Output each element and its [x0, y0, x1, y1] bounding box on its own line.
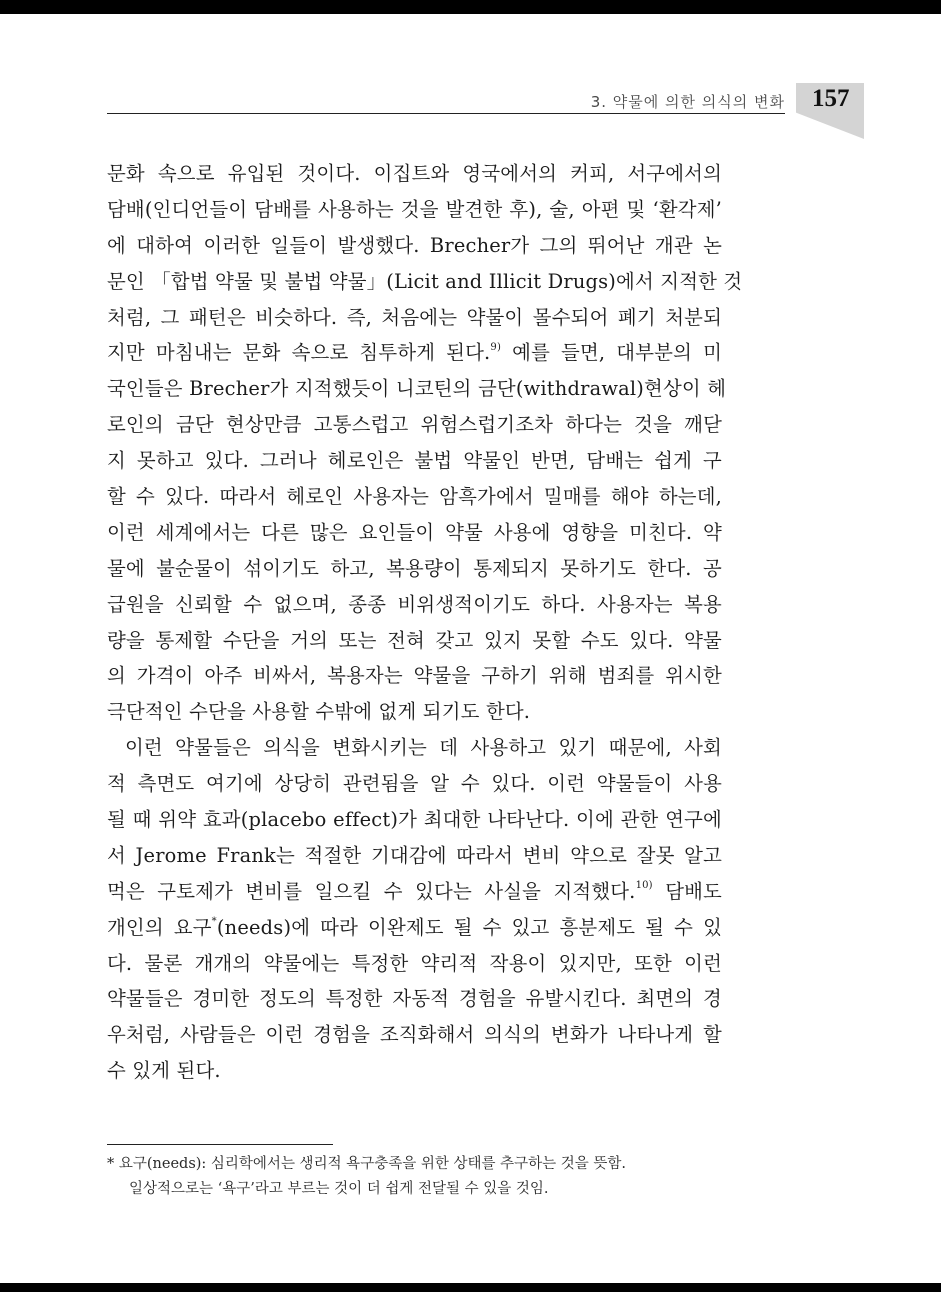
text-span: 예를 들면, 대부분의 미: [501, 341, 723, 365]
text-line: 의 가격이 아주 비싸서, 복용자는 약물을 구하기 위해 범죄를 위시한: [107, 664, 722, 688]
text-line: [107, 874, 722, 910]
text-line: 급원을 신뢰할 수 없으며, 종종 비위생적이기도 하다. 사용자는 복용: [107, 592, 722, 616]
text-span: 지만 마침내는 문화 속으로 침투하게 된다.: [107, 341, 491, 365]
bottom-border-bar: [0, 1283, 941, 1292]
page-number: 157: [812, 85, 850, 112]
text-line: 물에 불순물이 섞이기도 하고, 복용량이 통제되지 못하기도 한다. 공: [107, 556, 722, 580]
text-line: 다. 물론 개개의 약물에는 특정한 약리적 작용이 있지만, 또한 이런: [107, 951, 722, 975]
text-line: 극단적인 수단을 사용할 수밖에 없게 되기도 한다.: [107, 700, 531, 724]
text-line: 문인 「합법 약물 및 불법 약물」(Licit and Illicit Drugs)에서 지적한 것: [107, 269, 743, 293]
body-text: [107, 156, 743, 1089]
paragraph-first-line: 이런 약물들은 의식을 변화시키는 데 사용하고 있기 때문에, 사회: [125, 736, 722, 760]
text-span: 담배도: [652, 879, 722, 903]
footnote-rule: [107, 1144, 333, 1145]
text-line: 처럼, 그 패턴은 비슷하다. 즉, 처음에는 약물이 몰수되어 폐기 처분되: [107, 305, 722, 329]
text-line: 담배(인디언들이 담배를 사용하는 것을 발견한 후), 술, 아편 및 ‘환각제’: [107, 197, 722, 221]
text-line: 할 수 있다. 따라서 헤로인 사용자는 암흑가에서 밀매를 해야 하는데,: [107, 485, 722, 509]
text-line: 국인들은 Brecher가 지적했듯이 니코틴의 금단(withdrawal)현상이 헤: [107, 377, 727, 401]
text-span: 개인의 요구: [107, 915, 212, 939]
footnote-reference-10: 10): [635, 880, 653, 892]
footnote-line: * 요구(needs): 심리학에서는 생리적 욕구충족을 위한 상태를 추구하는 것을 뜻함.: [107, 1156, 626, 1172]
text-line: 수 있게 된다.: [107, 1059, 221, 1083]
header-rule: [107, 113, 785, 114]
text-line: 량을 통제할 수단을 거의 또는 전혀 갖고 있지 못할 수도 있다. 약물: [107, 628, 722, 652]
text-line: [107, 335, 722, 371]
text-line: 약물들은 경미한 정도의 특정한 자동적 경험을 유발시킨다. 최면의 경: [107, 987, 722, 1011]
text-span: (needs)에 따라 이완제도 될 수 있고 흥분제도 될 수 있: [216, 915, 722, 939]
text-line: 에 대하여 이러한 일들이 발생했다. Brecher가 그의 뛰어난 개관 논: [107, 233, 722, 257]
text-line: 적 측면도 여기에 상당히 관련됨을 알 수 있다. 이런 약물들이 사용: [107, 772, 722, 796]
running-header-title: 3. 약물에 의한 의식의 변화: [590, 93, 785, 111]
text-line: 우처럼, 사람들은 이런 경험을 조직화해서 의식의 변화가 나타나게 할: [107, 1023, 722, 1047]
text-line: 이런 세계에서는 다른 많은 요인들이 약물 사용에 영향을 미친다. 약: [107, 520, 722, 544]
text-line: 로인의 금단 현상만큼 고통스럽고 위험스럽기조차 하다는 것을 깨닫: [107, 413, 722, 437]
text-line: 문화 속으로 유입된 것이다. 이집트와 영국에서의 커피, 서구에서의: [107, 162, 722, 185]
text-line: 될 때 위약 효과(placebo effect)가 최대한 나타난다. 이에 관한 연구에: [107, 808, 722, 832]
top-border-bar: [0, 0, 941, 14]
text-span: 먹은 구토제가 변비를 일으킬 수 있다는 사실을 지적했다.: [107, 879, 636, 903]
text-line: 지 못하고 있다. 그러나 헤로인은 불법 약물인 반면, 담배는 쉽게 구: [107, 449, 722, 473]
text-line: [107, 910, 722, 946]
text-line: 서 Jerome Frank는 적절한 기대감에 따라서 변비 약으로 잘못 알고: [107, 843, 722, 867]
footnote-line: 일상적으로는 ‘욕구’라고 부르는 것이 더 쉽게 전달될 수 있을 것임.: [129, 1181, 549, 1197]
footnote: [107, 1152, 727, 1202]
footnote-reference-9: 9): [490, 341, 502, 353]
footnote-asterisk: *: [211, 916, 217, 928]
